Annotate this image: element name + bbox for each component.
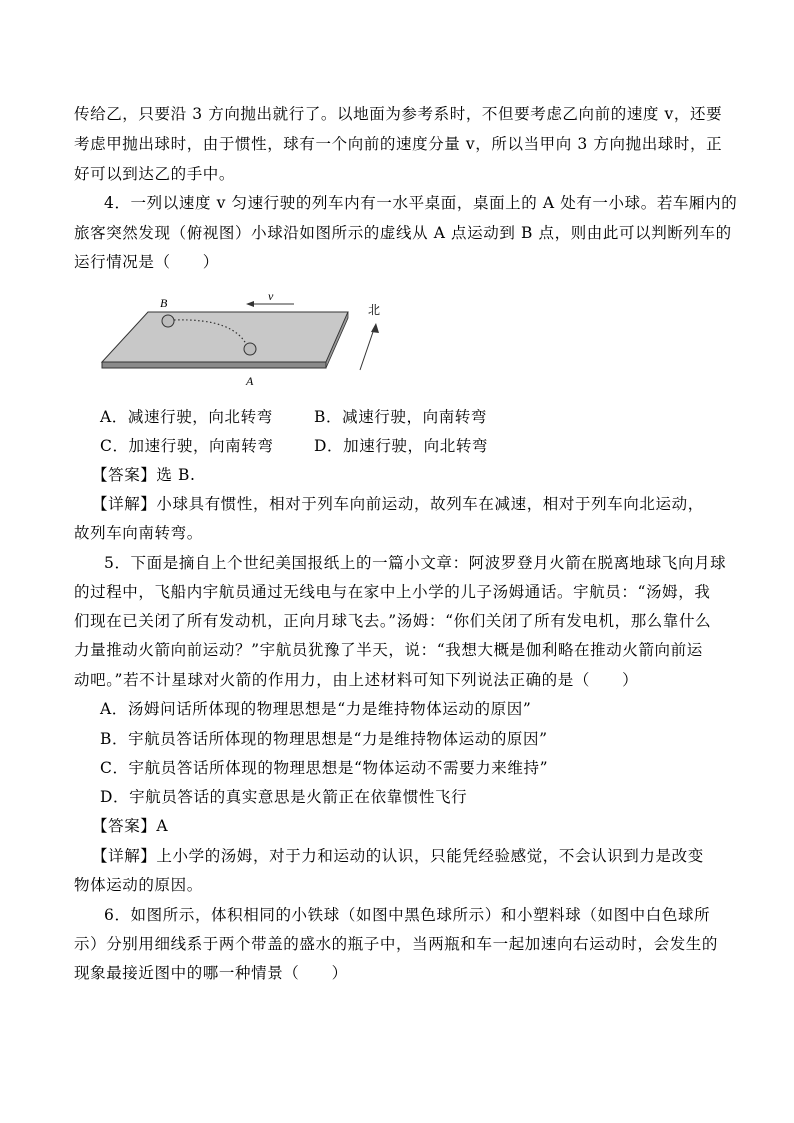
text-line: 考虑甲抛出球时，由于惯性，球有一个向前的速度分量 v，所以当甲向 3 方向抛出球时，正 bbox=[74, 135, 723, 153]
question-6-line: 现象最接近图中的哪一种情景（ ） bbox=[74, 964, 348, 982]
question-5-line: 们现在已关闭了所有发动机，正向月球飞去。”汤姆：“你们关闭了所有发电机，那么靠什么 bbox=[74, 612, 712, 630]
label-v: v bbox=[268, 290, 274, 303]
answer-line bbox=[92, 461, 742, 489]
table-top bbox=[102, 312, 348, 362]
answer-tag: 【答案】 bbox=[92, 817, 157, 835]
option-d: D．宇航员答话的真实意思是火箭正在依靠惯性飞行 bbox=[100, 788, 468, 806]
option-a: A．汤姆问话所体现的物理思想是“力是维持物体运动的原因” bbox=[100, 700, 532, 718]
question-4-line: 旅客突然发现（俯视图）小球沿如图所示的虚线从 A 点运动到 B 点，则由此可以判断列车的 bbox=[74, 224, 732, 242]
north-arrowhead bbox=[371, 323, 379, 333]
detail-line: 故列车向南转弯。 bbox=[74, 524, 203, 542]
option-a: A．减速行驶，向北转弯 bbox=[100, 408, 273, 426]
detail-text: 小球具有惯性，相对于列车向前运动，故列车在减速，相对于列车向北运动， bbox=[156, 495, 704, 513]
label-b: B bbox=[160, 296, 168, 310]
question-5-line: 5．下面是摘自上个世纪美国报纸上的一篇小文章：阿波罗登月火箭在脱离地球飞向月球 bbox=[104, 554, 727, 572]
label-north: 北 bbox=[368, 303, 381, 317]
ball-b bbox=[162, 315, 174, 327]
option-b: B．减速行驶，向南转弯 bbox=[314, 408, 487, 426]
text-line: 好可以到达乙的手中。 bbox=[74, 165, 236, 183]
question-4-line: 运行情况是（ ） bbox=[74, 253, 219, 271]
detail-line: 物体运动的原因。 bbox=[74, 876, 203, 894]
detail-line bbox=[92, 490, 742, 518]
answer-text: 选 B. bbox=[156, 466, 196, 484]
answer-text: A bbox=[156, 817, 169, 835]
detail-tag: 【详解】 bbox=[92, 495, 157, 513]
detail-line bbox=[92, 842, 742, 870]
label-a: A bbox=[246, 374, 254, 388]
north-arrow bbox=[360, 326, 375, 370]
option-c: C．加速行驶，向南转弯 bbox=[100, 437, 274, 455]
option-c: C．宇航员答话所体现的物理思想是“物体运动不需要力来维持” bbox=[100, 759, 549, 777]
table-edge bbox=[102, 362, 326, 368]
option-d: D．加速行驶，向北转弯 bbox=[314, 437, 489, 455]
detail-tag: 【详解】 bbox=[92, 847, 157, 865]
question-6-line: 示）分别用细线系于两个带盖的盛水的瓶子中，当两瓶和车一起加速向右运动时，会发生的 bbox=[74, 935, 719, 953]
question-4-line: 4．一列以速度 v 匀速行驶的列车内有一水平桌面，桌面上的 A 处有一小球。若车厢内的 bbox=[104, 194, 738, 212]
option-b: B．宇航员答话所体现的物理思想是“力是维持物体运动的原因” bbox=[100, 730, 548, 748]
question-5-line: 力量推动火箭向前运动？”宇航员犹豫了半天，说：“我想大概是伽利略在推动火箭向前运 bbox=[74, 641, 703, 659]
velocity-arrowhead bbox=[246, 301, 254, 307]
train-table-figure bbox=[96, 290, 396, 390]
answer-line bbox=[92, 812, 742, 840]
ball-a bbox=[244, 343, 256, 355]
detail-text: 上小学的汤姆，对于力和运动的认识，只能凭经验感觉，不会认识到力是改变 bbox=[156, 847, 704, 865]
answer-tag: 【答案】 bbox=[92, 466, 157, 484]
question-6-line: 6．如图所示，体积相同的小铁球（如图中黑色球所示）和小塑料球（如图中白色球所 bbox=[104, 906, 711, 924]
question-5-line: 的过程中，飞船内宇航员通过无线电与在家中上小学的儿子汤姆通话。宇航员：“汤姆，我 bbox=[74, 583, 711, 601]
text-line: 传给乙，只要沿 3 方向抛出就行了。以地面为参考系时，不但要考虑乙向前的速度 v，还要 bbox=[74, 105, 723, 123]
question-5-line: 动吧。”若不计星球对火箭的作用力，由上述材料可知下列说法正确的是（ ） bbox=[74, 671, 639, 689]
